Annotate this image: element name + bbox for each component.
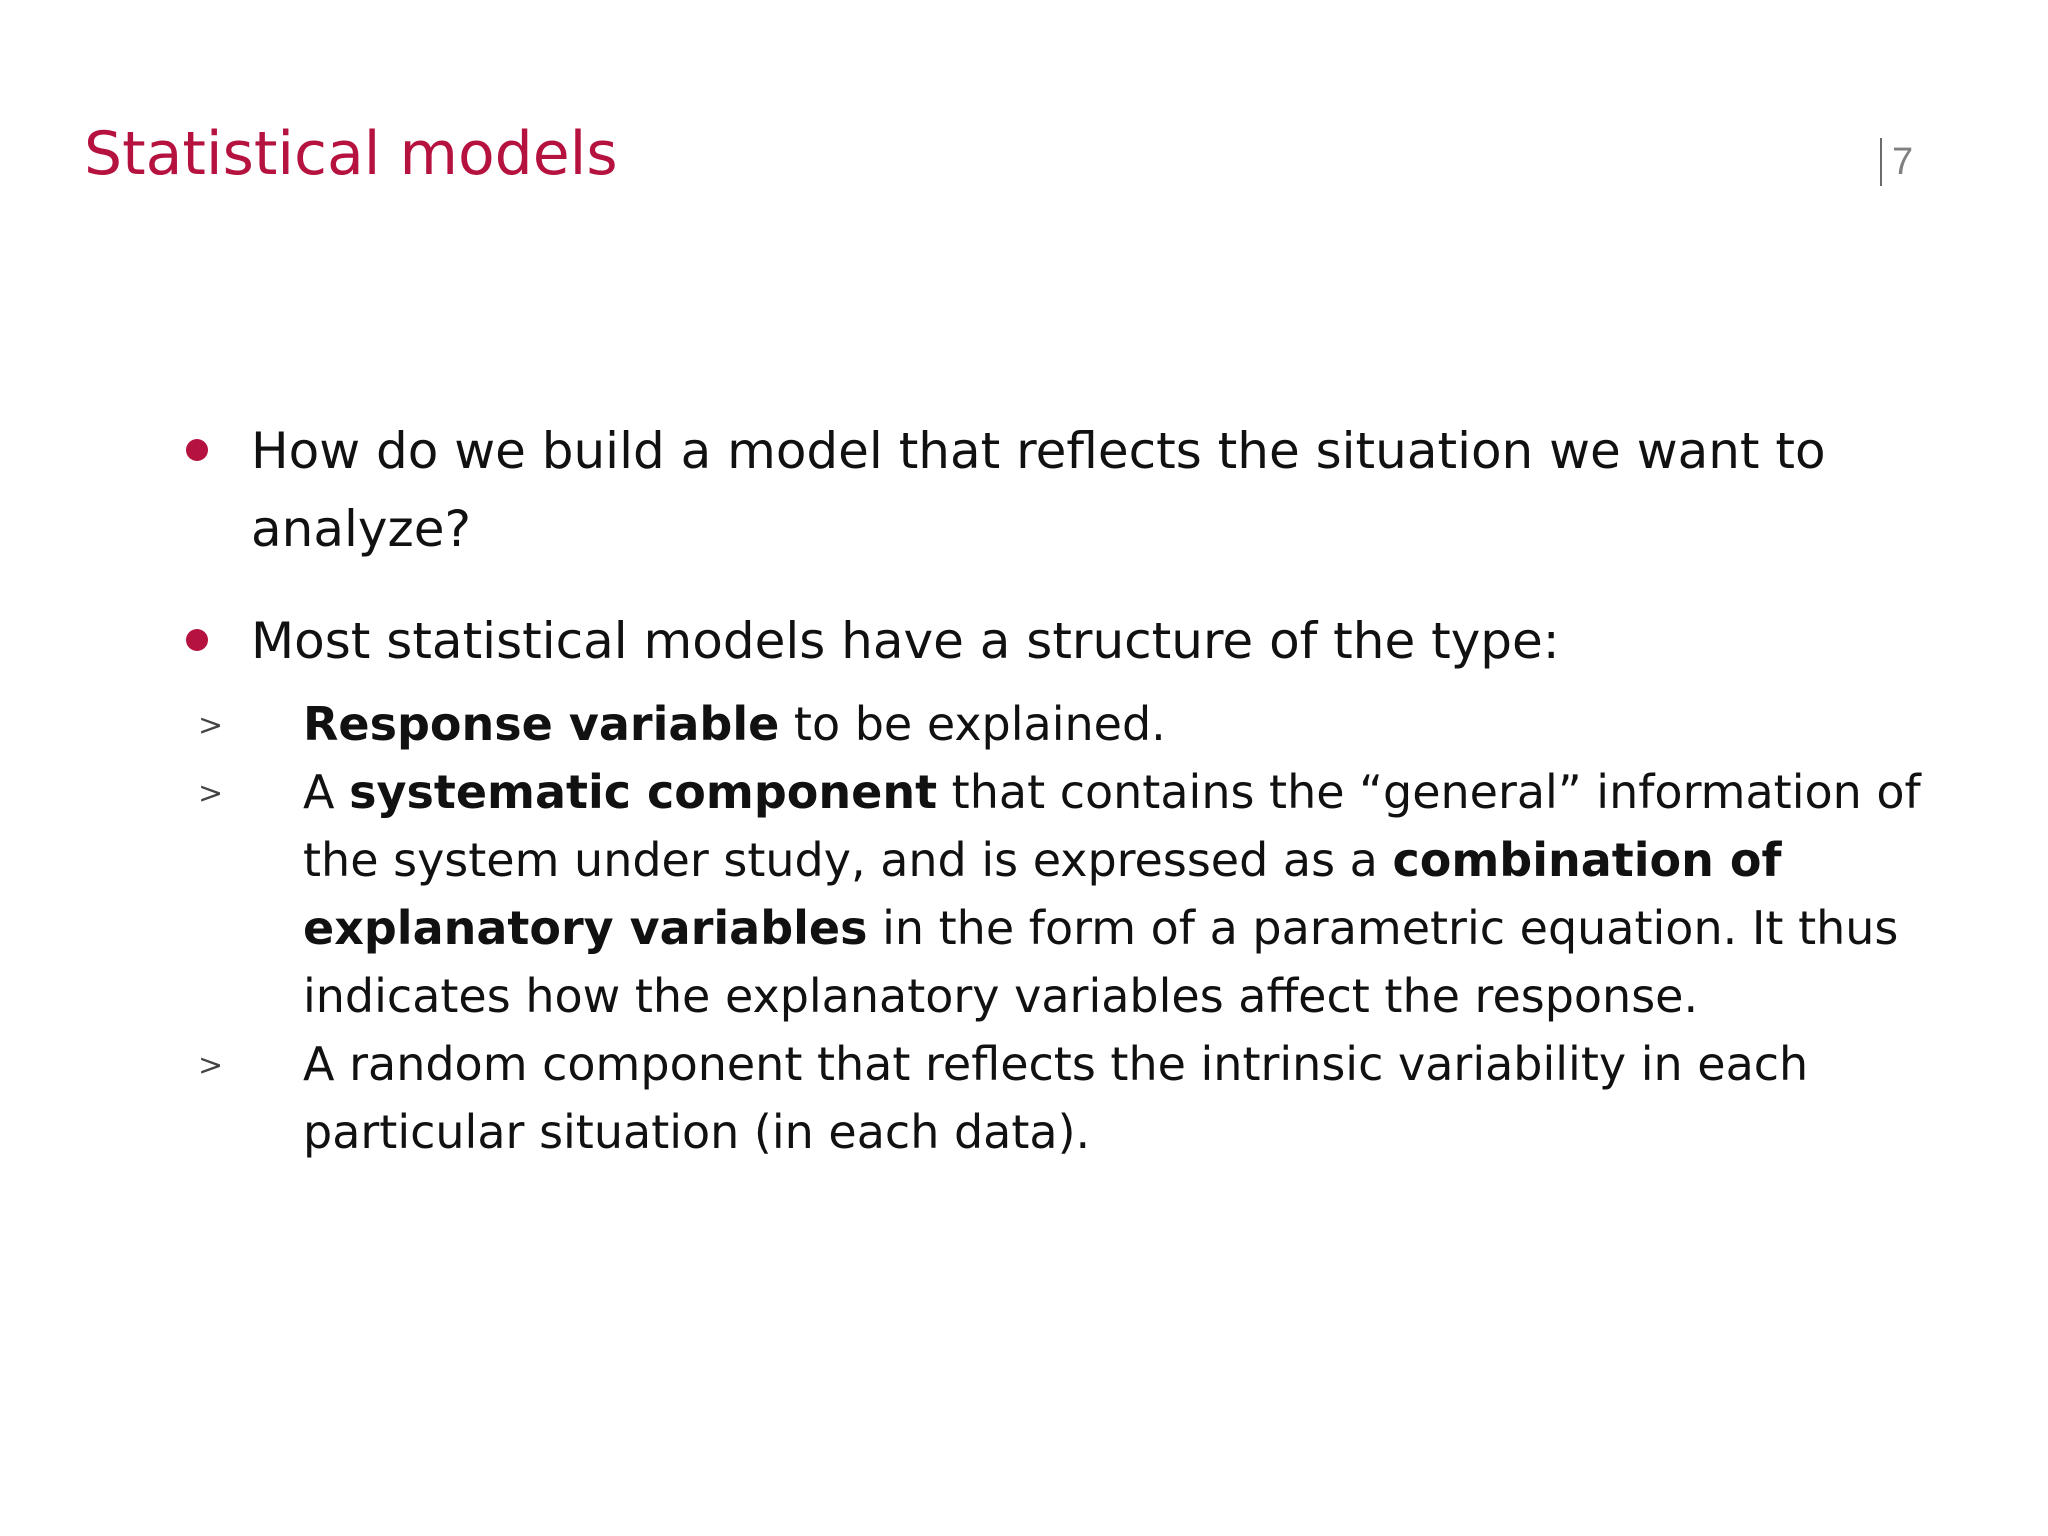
sub-item-text: A random component that reflects the intrinsic variability in each particular situation (in each data). <box>303 1037 1809 1159</box>
sub-item-text: in the form of a parametric equation. It thus indicates how the explanatory variables affect the response. <box>303 901 1899 1023</box>
chevron-right-icon: > <box>198 708 224 743</box>
sub-item-response-variable <box>178 690 1938 758</box>
sub-list <box>198 690 1938 1166</box>
slide-title: Statistical models <box>84 119 618 189</box>
chevron-right-icon: > <box>198 1048 224 1083</box>
bullet-text: How do we build a model that reflects the situation we want to analyze? <box>251 422 1826 558</box>
sub-item-systematic-component <box>178 758 1938 1030</box>
slide-content <box>178 412 1938 1200</box>
sub-item-text: to be explained. <box>779 697 1166 751</box>
bullet-item <box>178 602 1938 1166</box>
emphasis-text: combination of explanatory variables <box>303 833 1782 955</box>
bullet-list <box>178 412 1938 1166</box>
bullet-text: Most statistical models have a structure of the type: <box>251 612 1560 670</box>
bullet-item <box>178 412 1938 568</box>
bullet-dot-icon <box>186 629 208 651</box>
chevron-right-icon: > <box>198 776 224 811</box>
sub-item-text: A <box>303 765 350 819</box>
sub-item-random-component <box>178 1030 1938 1166</box>
emphasis-text: systematic component <box>349 765 938 819</box>
page-number: 7 <box>1880 138 1913 186</box>
sub-item-text: that contains the “general” information of the system under study, and is expressed as a <box>303 765 1921 887</box>
emphasis-text: Response variable <box>303 697 780 751</box>
bullet-dot-icon <box>186 439 208 461</box>
